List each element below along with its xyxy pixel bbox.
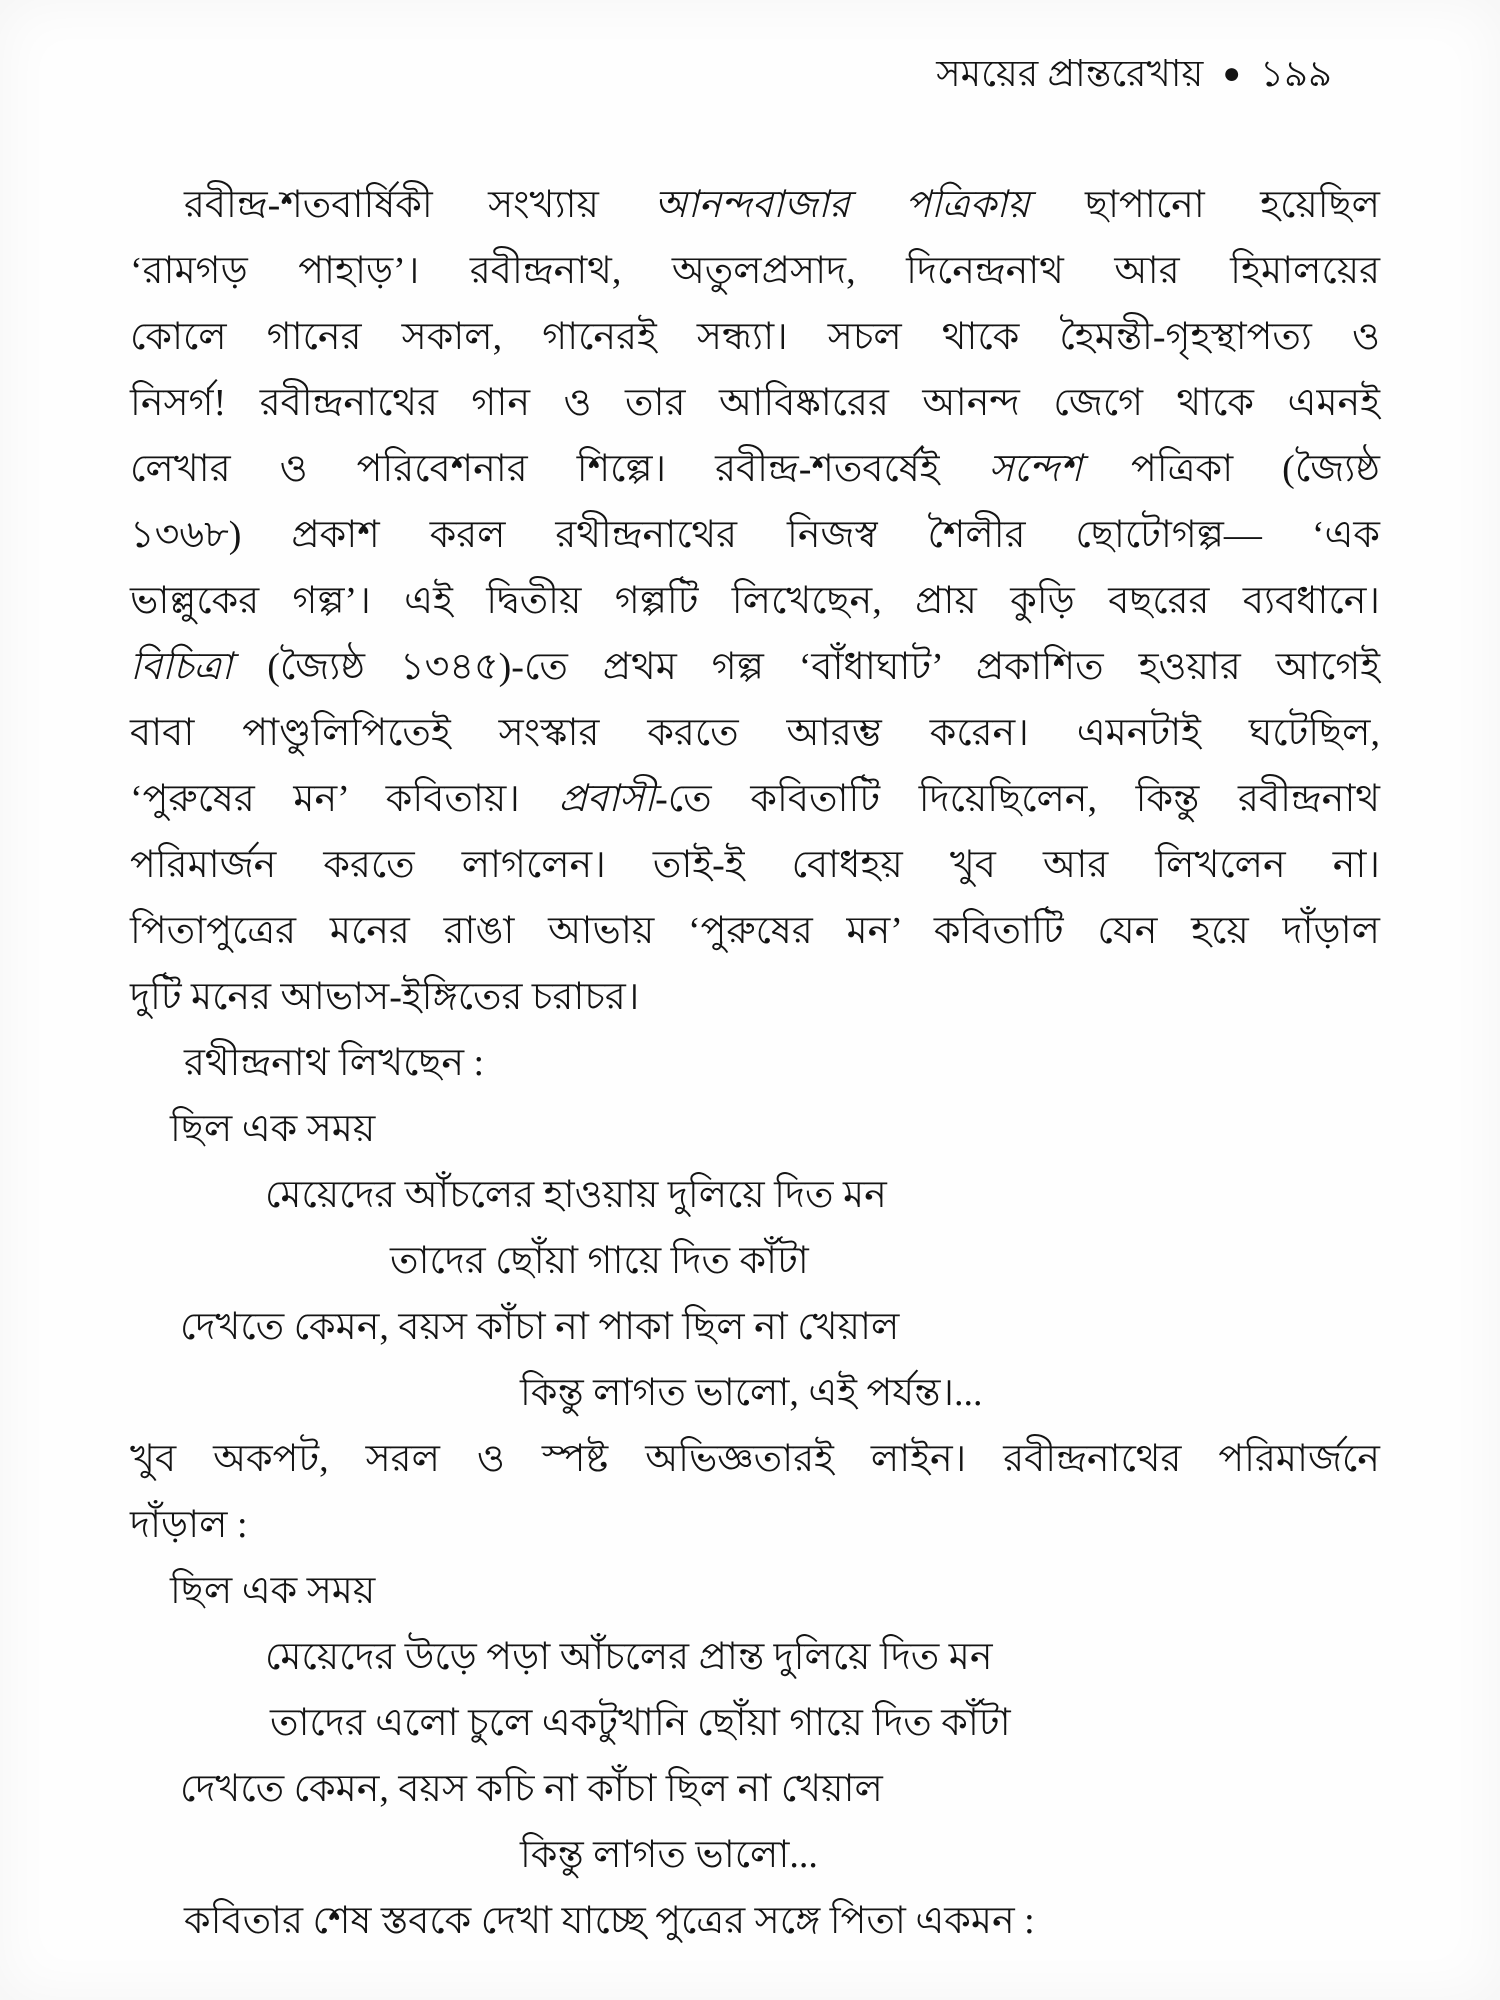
verse-line: মেয়েদের আঁচলের হাওয়ায় দুলিয়ে দিত মন [265,1174,887,1216]
text-line [130,568,1380,634]
text-line: খুব অকপট, সরল ও স্পষ্ট অভিজ্ঞতারই লাইন। রবীন্দ্রনাথের পরিমার্জনে [130,1438,1380,1480]
page-body [130,172,1380,1954]
running-title: সময়ের প্রান্তরেখায় [936,54,1204,95]
paragraph-1 [130,172,1380,1030]
text-segment-italic: বিচিত্রা [130,646,233,688]
text-segment: ‘রামগড় পাহাড়’। রবীন্দ্রনাথ, অতুলপ্রসাদ, দিনেন্দ্রনাথ আর হিমালয়ের [130,250,1380,292]
verse-line: দেখতে কেমন, বয়স কচি না কাঁচা ছিল না খেয়াল [180,1768,883,1810]
text-line: দাঁড়াল : [130,1504,248,1546]
text-segment: রবীন্দ্র-শতবার্ষিকী সংখ্যায় [184,184,655,226]
page-number: ১৯৯ [1259,54,1332,95]
text-segment: -তে কবিতাটি দিয়েছিলেন, কিন্তু রবীন্দ্রনাথ [655,778,1380,820]
text-segment: ১৩৬৮) প্রকাশ করল রথীন্দ্রনাথের নিজস্ব শৈলীর ছোটোগল্প— ‘এক [130,514,1380,556]
text-line [130,964,1380,1030]
text-segment-italic: প্রবাসী [558,778,656,820]
verse-block-1 [130,1096,1380,1426]
verse-line: ছিল এক সময় [170,1108,376,1150]
verse-line: কিন্তু লাগত ভালো... [520,1834,818,1876]
text-segment-italic: সন্দেশ [988,448,1082,490]
text-segment: লেখার ও পরিবেশনার শিল্পে। রবীন্দ্র-শতবর্ষেই [130,448,989,490]
text-line [130,634,1380,700]
verse-line: তাদের এলো চুলে একটুখানি ছোঁয়া গায়ে দিত কাঁটা [270,1702,1011,1744]
page-header [130,52,1380,100]
verse-line: তাদের ছোঁয়া গায়ে দিত কাঁটা [390,1240,809,1282]
text-line [130,238,1380,304]
text-line [130,832,1380,898]
text-segment-italic: আনন্দবাজার পত্রিকায় [654,184,1030,226]
verse-line: ছিল এক সময় [170,1570,376,1612]
text-segment: পত্রিকা (জ্যৈষ্ঠ [1081,448,1380,490]
bullet-icon: ● [1222,57,1241,90]
text-line [130,898,1380,964]
text-line [130,700,1380,766]
text-segment: পিতাপুত্রের মনের রাঙা আভায় ‘পুরুষের মন’ কবিতাটি যেন হয়ে দাঁড়াল [130,910,1380,952]
verse-line: মেয়েদের উড়ে পড়া আঁচলের প্রান্ত দুলিয়ে দিত মন [265,1636,993,1678]
text-segment: ভাল্লুকের গল্প’। এই দ্বিতীয় গল্পটি লিখেছেন, প্রায় কুড়ি বছরের ব্যবধানে। [130,580,1380,622]
text-line [130,370,1380,436]
paragraph-2: রথীন্দ্রনাথ লিখছেন : [184,1042,485,1084]
text-line [130,766,1380,832]
paragraph-4: কবিতার শেষ স্তবকে দেখা যাচ্ছে পুত্রের সঙ্গে পিতা একমন : [184,1900,1035,1942]
text-segment: পরিমার্জন করতে লাগলেন। তাই-ই বোধহয় খুব আর লিখলেন না। [130,844,1380,886]
text-segment: ছাপানো হয়েছিল [1029,184,1380,226]
text-line [130,304,1380,370]
text-segment: নিসর্গ! রবীন্দ্রনাথের গান ও তার আবিষ্কারের আনন্দ জেগে থাকে এমনই [130,382,1380,424]
verse-line: কিন্তু লাগত ভালো, এই পর্যন্ত।... [520,1372,983,1414]
text-segment: কোলে গানের সকাল, গানেরই সন্ধ্যা। সচল থাকে হৈমন্তী-গৃহস্থাপত্য ও [130,316,1380,358]
text-segment: দুটি মনের আভাস-ইঙ্গিতের চরাচর। [130,976,640,1018]
paragraph-3 [130,1426,1380,1558]
verse-line: দেখতে কেমন, বয়স কাঁচা না পাকা ছিল না খেয়াল [180,1306,900,1348]
text-segment: ‘পুরুষের মন’ কবিতায়। [130,778,559,820]
text-line [130,502,1380,568]
text-line [130,436,1380,502]
text-line [130,172,1380,238]
verse-block-2 [130,1558,1380,1888]
text-segment: বাবা পাণ্ডুলিপিতেই সংস্কার করতে আরম্ভ করেন। এমনটাই ঘটেছিল, [130,712,1380,754]
text-segment: (জ্যৈষ্ঠ ১৩৪৫)-তে প্রথম গল্প ‘বাঁধাঘাট’ প্রকাশিত হওয়ার আগেই [232,646,1380,688]
